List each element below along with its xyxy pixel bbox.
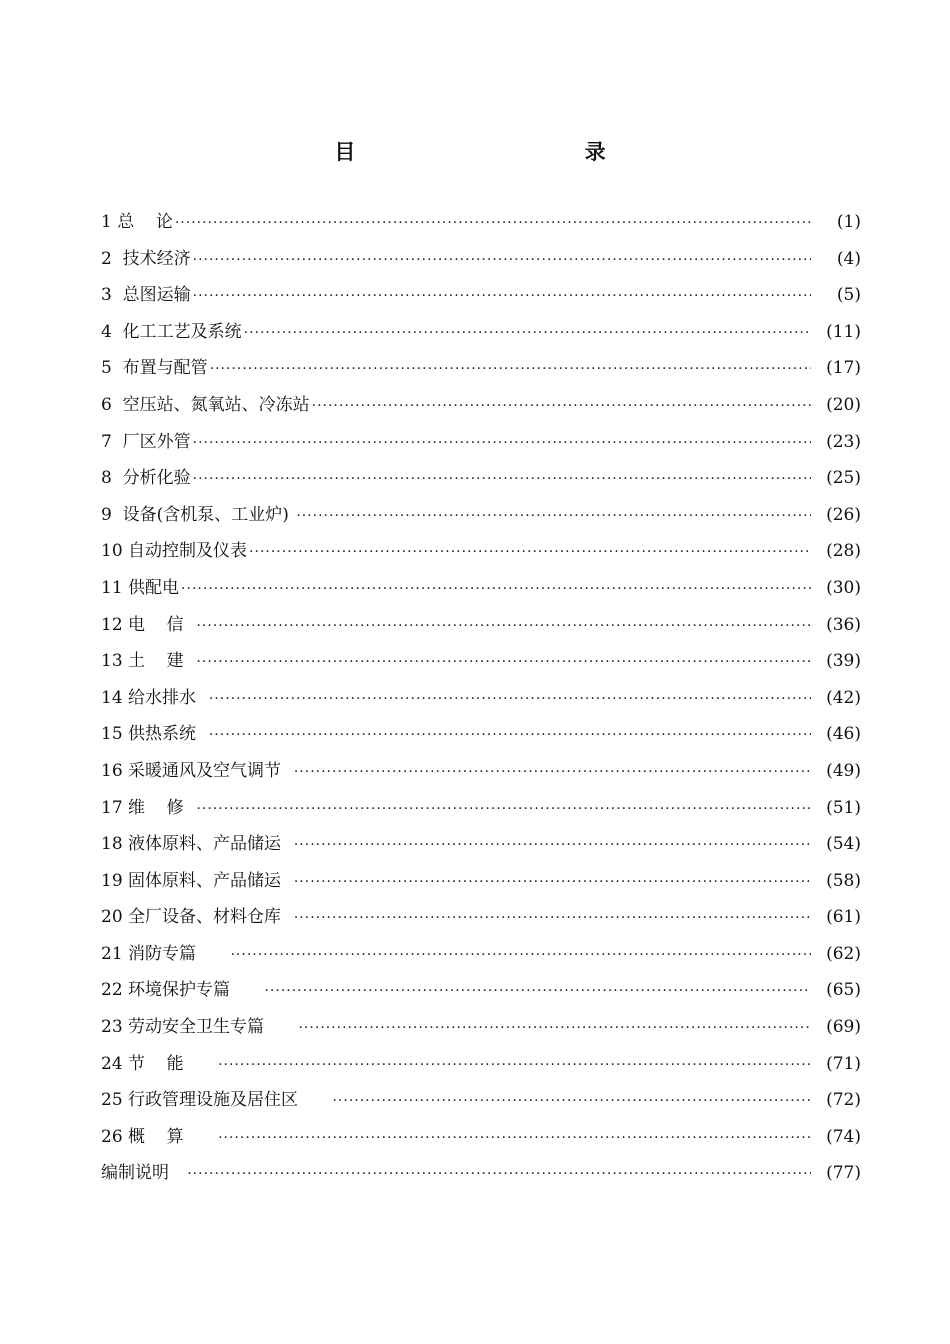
dot-leader (181, 571, 811, 608)
toc-entry-page: (30) (826, 577, 861, 598)
toc-entry-page: (65) (826, 980, 861, 1001)
toc-entry-label: 23 劳动安全卫生专篇 (101, 1017, 297, 1038)
toc-entry-page: (69) (826, 1017, 861, 1038)
toc-entry-label: 2 技术经济 (101, 248, 191, 269)
toc-entry-label: 11 供配电 (101, 577, 180, 598)
toc-entry[interactable] (101, 1082, 861, 1119)
toc-entry[interactable] (101, 607, 861, 644)
dot-leader (294, 900, 811, 937)
toc-entry[interactable] (101, 570, 861, 607)
toc-entry[interactable] (101, 1155, 861, 1192)
dot-leader (218, 1120, 811, 1157)
toc-entry-page: (71) (826, 1053, 861, 1074)
toc-entry-label: 16 采暖通风及空气调节 (101, 760, 292, 781)
dot-leader (294, 864, 811, 901)
toc-entry-label: 9 设备(含机泵、工业炉) (101, 504, 295, 525)
toc-entry-page: (51) (826, 797, 861, 818)
toc-entry-label: 18 液体原料、产品储运 (101, 834, 292, 855)
toc-entry-page: (72) (826, 1090, 861, 1111)
toc-entry-label: 26 概 算 (101, 1126, 217, 1147)
toc-entry[interactable] (101, 497, 861, 534)
toc-entry[interactable] (101, 350, 861, 387)
toc-entry[interactable] (101, 204, 861, 241)
toc-entry-label: 20 全厂设备、材料仓库 (101, 907, 292, 928)
toc-entry[interactable] (101, 277, 861, 314)
toc-entry-page: (49) (826, 760, 861, 781)
toc-entry[interactable] (101, 241, 861, 278)
dot-leader (294, 754, 811, 791)
dot-leader (294, 827, 811, 864)
dot-leader (249, 534, 811, 571)
dot-leader (296, 498, 811, 535)
toc-entry[interactable] (101, 790, 861, 827)
toc-entry-label: 25 行政管理设施及居住区 (101, 1090, 331, 1111)
toc-entry-page: (17) (826, 358, 861, 379)
toc-entry-page: (42) (826, 687, 861, 708)
toc-entry-label: 19 固体原料、产品储运 (101, 870, 292, 891)
toc-entry[interactable] (101, 680, 861, 717)
toc-entry-page: (25) (826, 468, 861, 489)
dot-leader (218, 1047, 811, 1084)
dot-leader (332, 1083, 811, 1120)
toc-entry-page: (62) (826, 943, 861, 964)
toc-entry[interactable] (101, 1119, 861, 1156)
toc-entry-label: 1 总 论 (101, 212, 173, 232)
toc-entry-page: (1) (836, 212, 861, 232)
table-of-contents (101, 204, 861, 1192)
dot-leader (264, 973, 811, 1010)
dot-leader (230, 937, 811, 974)
dot-leader (193, 278, 811, 315)
toc-entry-label: 5 布置与配管 (101, 358, 208, 379)
toc-entry[interactable] (101, 826, 861, 863)
toc-entry-label: 21 消防专篇 (101, 943, 229, 964)
toc-entry[interactable] (101, 1046, 861, 1083)
toc-entry-page: (36) (826, 614, 861, 635)
toc-entry-label: 24 节 能 (101, 1053, 217, 1074)
toc-entry-page: (77) (826, 1163, 861, 1184)
toc-entry-page: (26) (826, 504, 861, 525)
toc-entry[interactable] (101, 314, 861, 351)
dot-leader (244, 315, 811, 352)
toc-entry-label: 8 分析化验 (101, 468, 191, 489)
toc-entry[interactable] (101, 716, 861, 753)
toc-entry[interactable] (101, 1009, 861, 1046)
dot-leader (187, 1156, 811, 1193)
dot-leader (196, 791, 811, 828)
toc-entry-page: (46) (826, 724, 861, 745)
toc-entry-label: 15 供热系统 (101, 724, 207, 745)
dot-leader (209, 681, 811, 718)
dot-leader (210, 351, 811, 388)
toc-entry[interactable] (101, 863, 861, 900)
dot-leader (196, 608, 811, 645)
toc-entry-label: 12 电 信 (101, 614, 195, 635)
toc-entry[interactable] (101, 936, 861, 973)
toc-entry-page: (20) (826, 394, 861, 415)
dot-leader (312, 388, 811, 425)
dot-leader (298, 1010, 811, 1047)
toc-entry-label: 6 空压站、氮氧站、冷冻站 (101, 394, 310, 415)
toc-entry-page: (74) (826, 1126, 861, 1147)
toc-entry-label: 7 厂区外管 (101, 431, 191, 452)
toc-entry-label: 13 土 建 (101, 651, 195, 672)
toc-entry-label: 22 环境保护专篇 (101, 980, 263, 1001)
toc-entry-page: (4) (836, 248, 861, 269)
toc-entry[interactable] (101, 460, 861, 497)
page-title: 目 录 (334, 139, 646, 164)
toc-entry-label: 3 总图运输 (101, 285, 191, 306)
toc-entry-page: (39) (826, 651, 861, 672)
toc-entry-page: (61) (826, 907, 861, 928)
toc-entry-label: 10 自动控制及仪表 (101, 541, 248, 562)
dot-leader (193, 425, 811, 462)
toc-entry-page: (11) (826, 321, 861, 342)
toc-entry[interactable] (101, 643, 861, 680)
toc-entry-page: (28) (826, 541, 861, 562)
dot-leader (193, 242, 811, 279)
dot-leader (193, 461, 811, 498)
toc-entry-label: 17 维 修 (101, 797, 195, 818)
dot-leader (175, 205, 811, 242)
toc-entry-label: 4 化工工艺及系统 (101, 321, 242, 342)
toc-entry[interactable] (101, 387, 861, 424)
dot-leader (209, 717, 811, 754)
dot-leader (196, 644, 811, 681)
toc-entry-page: (5) (836, 285, 861, 306)
toc-entry-page: (58) (826, 870, 861, 891)
toc-entry[interactable] (101, 899, 861, 936)
toc-entry-page: (54) (826, 834, 861, 855)
toc-entry[interactable] (101, 533, 861, 570)
toc-entry-page: (23) (826, 431, 861, 452)
toc-entry[interactable] (101, 972, 861, 1009)
toc-entry[interactable] (101, 424, 861, 461)
toc-entry-label: 编制说明 (101, 1163, 186, 1184)
toc-entry-label: 14 给水排水 (101, 687, 207, 708)
toc-entry[interactable] (101, 753, 861, 790)
